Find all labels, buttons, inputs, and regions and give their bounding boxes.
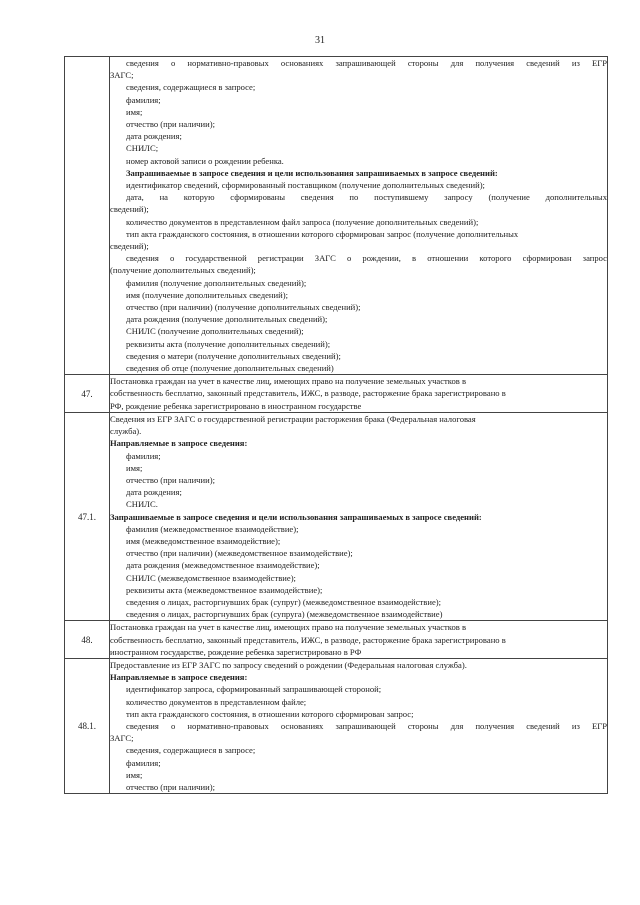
row-content [110, 658, 608, 793]
document-table [64, 56, 608, 794]
table-row [65, 375, 608, 413]
table-row [65, 658, 608, 793]
text-line: дата рождения (межведомственное взаимодействие); [126, 560, 320, 571]
section-heading: Запрашиваемые в запросе сведения и цели использования запрашиваемых в запросе сведений: [110, 511, 482, 522]
text-line: количество документов в представленном файл запроса (получение дополнительных сведений); [126, 216, 479, 227]
text-line: отчество (при наличии); [126, 781, 215, 792]
text-line: количество документов в представленном файле; [126, 696, 307, 707]
text-line: Постановка граждан на учет в качестве лиц, имеющих право на получение земельных участков в [110, 622, 467, 633]
text-line: отчество (при наличии) (межведомственное взаимодействие); [126, 548, 353, 559]
text-line: собственность бесплатно, законный представитель, ИЖС, в разводе, расторжение брака зарегистрировано в [110, 388, 506, 399]
text-line: имя (получение дополнительных сведений); [126, 289, 288, 300]
text-line: Предоставление из ЕГР ЗАГС по запросу сведений о рождении (Федеральная налоговая служба). [110, 659, 467, 670]
row-number: 47.1. [65, 412, 110, 620]
section-heading: Направляемые в запросе сведения: [110, 672, 248, 683]
text-line: фамилия; [126, 94, 161, 105]
row-number: 48.1. [65, 658, 110, 793]
text-line: идентификатор запроса, сформированный запрашивающей стороной; [126, 684, 382, 695]
text-line: сведения об отце (получение дополнительных сведений) [126, 363, 334, 374]
text-line: ЗАГС; [110, 733, 134, 744]
text-line: реквизиты акта (получение дополнительных сведений); [126, 338, 331, 349]
text-line: дата, на которую сформированы сведения по поступившему запросу (получение дополнительных [126, 192, 607, 203]
text-line: СНИЛС. [126, 499, 158, 510]
text-line: сведений); [110, 204, 149, 215]
text-line: собственность бесплатно, законный представитель, ИЖС, в разводе, расторжение брака зарегистрировано в [110, 634, 506, 645]
text-line: дата рождения (получение дополнительных сведений); [126, 314, 328, 325]
text-line: сведения о лицах, расторгнувших брак (супруга) (межведомственное взаимодействие) [126, 609, 443, 620]
text-line: номер актовой записи о рождении ребенка. [126, 155, 284, 166]
row-content [110, 621, 608, 659]
text-line: отчество (при наличии) (получение дополнительных сведений); [126, 302, 361, 313]
text-line: иностранном государстве, рождение ребенка зарегистрировано в РФ [110, 646, 362, 657]
text-line: фамилия; [126, 450, 161, 461]
section-heading: Направляемые в запросе сведения: [110, 438, 248, 449]
text-line: дата рождения; [126, 487, 182, 498]
row-content [110, 412, 608, 620]
text-line: фамилия (межведомственное взаимодействие); [126, 523, 299, 534]
text-line: фамилия; [126, 757, 161, 768]
text-line: сведения о нормативно-правовых основаниях запрашивающей стороны для получения сведений из ЕГР [126, 58, 607, 68]
text-line: отчество (при наличии); [126, 474, 215, 485]
text-line: сведений); [110, 241, 149, 252]
text-line: имя; [126, 106, 143, 117]
text-line: тип акта гражданского состояния, в отношении которого сформирован запрос (получение дополнительных [126, 228, 519, 239]
table-row [65, 57, 608, 375]
text-line: сведения о государственной регистрации ЗАГС о рождении, в отношении которого сформирован запрос [126, 253, 607, 264]
table-row [65, 621, 608, 659]
text-line: фамилия (получение дополнительных сведений); [126, 277, 307, 288]
text-line: РФ, рождение ребенка зарегистрировано в иностранном государстве [110, 400, 362, 411]
text-line: реквизиты акта (межведомственное взаимодействие); [126, 584, 323, 595]
text-line: СНИЛС (межведомственное взаимодействие); [126, 572, 296, 583]
page-number: 31 [315, 35, 325, 46]
text-line: имя; [126, 462, 143, 473]
text-line: тип акта гражданского состояния, в отношении которого сформирован запрос; [126, 708, 414, 719]
text-line: сведения о лицах, расторгнувших брак (супруг) (межведомственное взаимодействие); [126, 596, 442, 607]
text-line: сведения, содержащиеся в запросе; [126, 82, 256, 93]
row-content [110, 57, 608, 375]
text-line: идентификатор сведений, сформированный поставщиком (получение дополнительных сведений); [126, 180, 485, 191]
text-line: Постановка граждан на учет в качестве лиц, имеющих право на получение земельных участков в [110, 376, 467, 387]
text-line: отчество (при наличии); [126, 119, 215, 130]
text-line: СНИЛС; [126, 143, 159, 154]
text-line: сведения о нормативно-правовых основаниях запрашивающей стороны для получения сведений из ЕГР [126, 720, 607, 731]
text-line: ЗАГС; [110, 70, 134, 81]
text-line: сведения, содержащиеся в запросе; [126, 745, 256, 756]
text-line: сведения о матери (получение дополнительных сведений); [126, 350, 341, 361]
text-line: СНИЛС (получение дополнительных сведений); [126, 326, 304, 337]
table-row [65, 412, 608, 620]
text-line: имя; [126, 769, 143, 780]
row-number [65, 57, 110, 375]
text-line: дата рождения; [126, 131, 182, 142]
text-line: (получение дополнительных сведений); [110, 265, 256, 276]
text-line: служба). [110, 426, 142, 437]
text-line: Сведения из ЕГР ЗАГС о государственной регистрации расторжения брака (Федеральная налоговая [110, 413, 476, 424]
text-line: имя (межведомственное взаимодействие); [126, 535, 281, 546]
row-number: 47. [65, 375, 110, 413]
row-number: 48. [65, 621, 110, 659]
section-heading: Запрашиваемые в запросе сведения и цели использования запрашиваемых в запросе сведений: [126, 167, 498, 178]
row-content [110, 375, 608, 413]
